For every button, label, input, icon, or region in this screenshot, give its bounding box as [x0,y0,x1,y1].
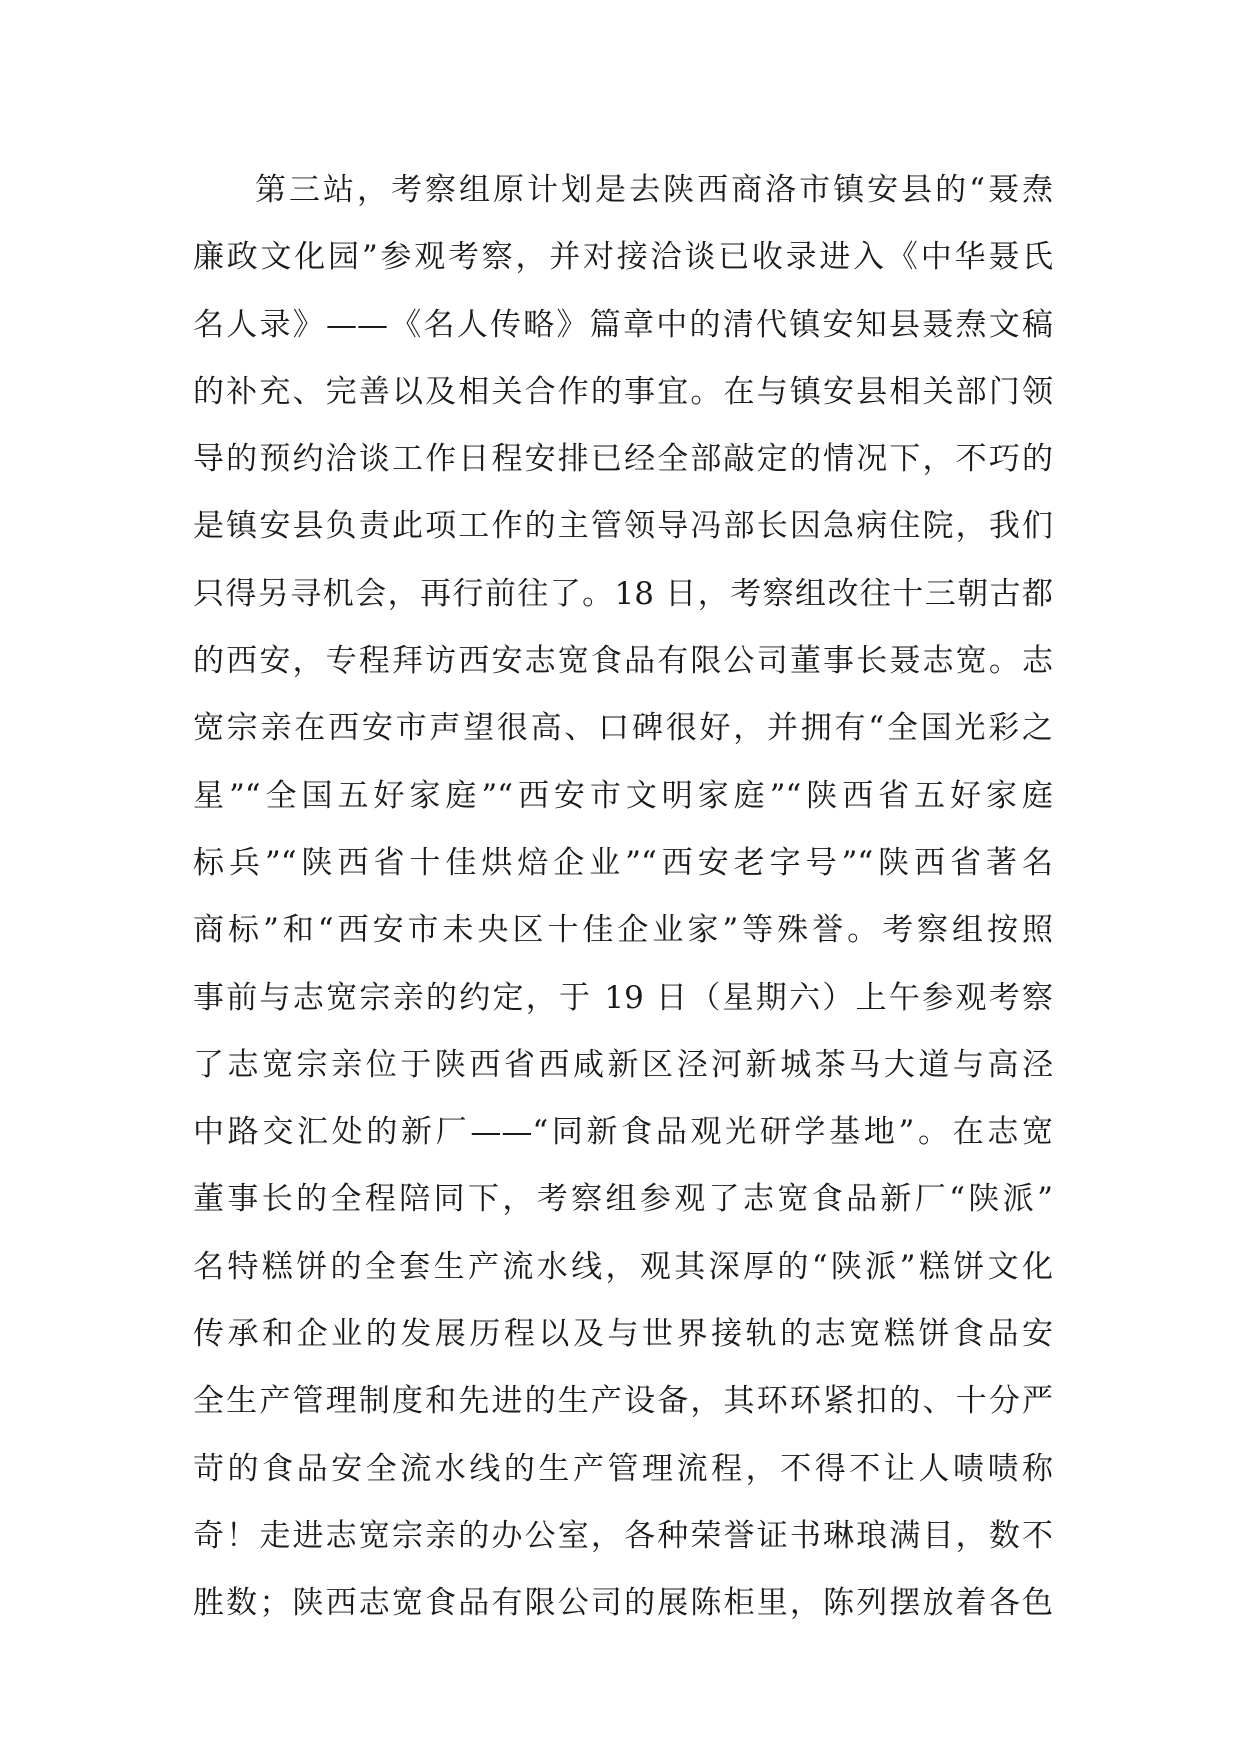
paragraph-line: 全生产管理制度和先进的生产设备，其环环紧扣的、十分严 [193,1383,1053,1420]
paragraph-line: 导的预约洽谈工作日程安排已经全部敲定的情况下，不巧的 [193,441,1053,478]
paragraph-line: 标兵”“陕西省十佳烘焙企业”“西安老字号”“陕西省著名 [193,844,1053,881]
paragraph-line: 胜数；陕西志宽食品有限公司的展陈柜里，陈列摆放着各色 [193,1585,1053,1622]
paragraph-line: 了志宽宗亲位于陕西省西咸新区泾河新城茶马大道与高泾 [193,1046,1053,1083]
paragraph-line: 董事长的全程陪同下，考察组参观了志宽食品新厂“陕派” [193,1181,1053,1218]
paragraph-line: 是镇安县负责此项工作的主管领导冯部长因急病住院，我们 [193,508,1053,545]
paragraph-line: 苛的食品安全流水线的生产管理流程，不得不让人啧啧称 [193,1450,1053,1487]
paragraph-line: 事前与志宽宗亲的约定，于 19 日（星期六）上午参观考察 [193,979,1053,1016]
body-paragraph [193,157,1053,1638]
paragraph-line: 宽宗亲在西安市声望很高、口碑很好，并拥有“全国光彩之 [193,710,1053,747]
paragraph-line: 传承和企业的发展历程以及与世界接轨的志宽糕饼食品安 [193,1316,1053,1353]
paragraph-line: 廉政文化园”参观考察，并对接洽谈已收录进入《中华聂氏 [193,239,1053,276]
paragraph-line: 只得另寻机会，再行前往了。18 日，考察组改往十三朝古都 [193,575,1053,612]
paragraph-line: 名特糕饼的全套生产流水线，观其深厚的“陕派”糕饼文化 [193,1248,1053,1285]
paragraph-line: 的西安，专程拜访西安志宽食品有限公司董事长聂志宽。志 [193,643,1053,680]
paragraph-line: 星”“全国五好家庭”“西安市文明家庭”“陕西省五好家庭 [193,777,1053,814]
paragraph-line: 第三站，考察组原计划是去陕西商洛市镇安县的“聂焘 [255,172,1053,208]
paragraph-line: 的补充、完善以及相关合作的事宜。在与镇安县相关部门领 [193,373,1053,410]
paragraph-line: 奇！走进志宽宗亲的办公室，各种荣誉证书琳琅满目，数不 [193,1517,1053,1554]
paragraph-line: 名人录》——《名人传略》篇章中的清代镇安知县聂焘文稿 [193,306,1053,343]
paragraph-line: 商标”和“西安市未央区十佳企业家”等殊誉。考察组按照 [193,912,1053,949]
paragraph-line: 中路交汇处的新厂——“同新食品观光研学基地”。在志宽 [193,1114,1053,1151]
